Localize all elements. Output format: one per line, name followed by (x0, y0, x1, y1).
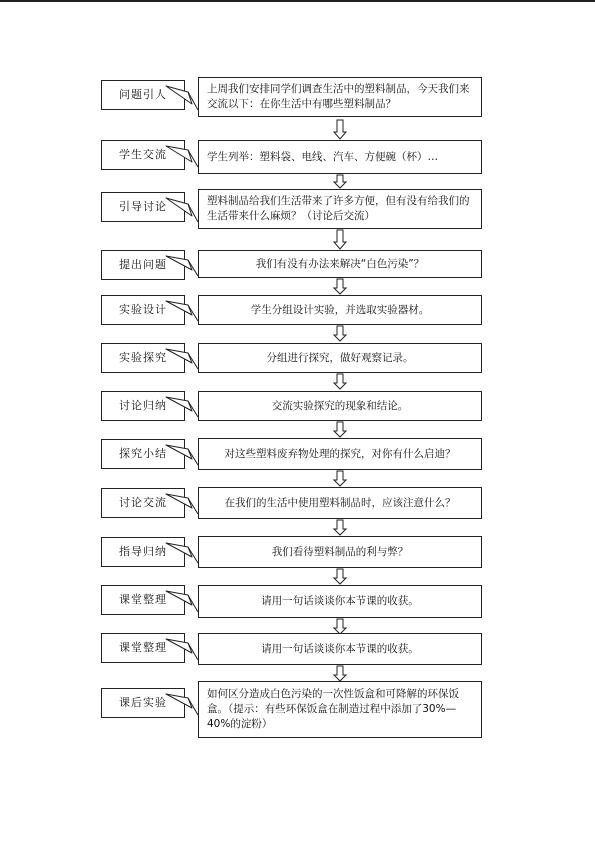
step-description: 在我们的生活中使用塑料制品时，应该注意什么？ (198, 487, 482, 519)
step-description: 上周我们安排同学们调查生活中的塑料制品，今天我们来交流以下：在你生活中有哪些塑料制品？ (198, 77, 482, 117)
down-arrow-icon (333, 422, 347, 438)
step-label: 问题引人 (101, 80, 185, 110)
step-label: 课后实验 (101, 688, 185, 718)
step-label: 讨论归纳 (101, 391, 185, 421)
step-label: 实验探究 (101, 343, 185, 373)
down-arrow-icon (333, 175, 347, 189)
step-description: 学生列举：塑料袋、电线、汽车、方便碗（杯）… (198, 140, 482, 174)
step-description: 塑料制品给我们生活带来了许多方便，但有没有给我们的生活带来什么麻烦？（讨论后交流） (198, 189, 482, 229)
step-description: 请用一句话谈谈你本节课的收获。 (198, 585, 482, 618)
step-description: 如何区分造成白色污染的一次性饭盒和可降解的环保饭盒。（提示：有些环保饭盒在制造过程中添加了30%—40%的淀粉） (198, 681, 482, 738)
step-description: 对这些塑料废弃物处理的探究，对你有什么启迪？ (198, 438, 482, 470)
down-arrow-icon (333, 326, 347, 342)
down-arrow-icon (333, 666, 347, 682)
step-label: 讨论交流 (101, 488, 185, 518)
step-description: 我们有没有办法来解决“白色污染”？ (198, 250, 482, 278)
step-label: 指导归纳 (101, 537, 185, 567)
down-arrow-icon (333, 374, 347, 390)
step-label: 课堂整理 (101, 633, 185, 663)
step-label: 提出问题 (101, 250, 185, 280)
step-label: 实验设计 (101, 295, 185, 325)
down-arrow-icon (333, 230, 347, 250)
step-description: 交流实验探究的现象和结论。 (198, 391, 482, 421)
down-arrow-icon (333, 520, 347, 536)
step-label: 课堂整理 (101, 585, 185, 615)
step-description: 分组进行探究，做好观察记录。 (198, 343, 482, 373)
step-description: 学生分组设计实验，并选取实验器材。 (198, 295, 482, 325)
step-label: 引导讨论 (101, 192, 185, 222)
down-arrow-icon (333, 120, 347, 140)
step-description: 请用一句话谈谈你本节课的收获。 (198, 633, 482, 665)
down-arrow-icon (333, 569, 347, 585)
down-arrow-icon (333, 471, 347, 487)
step-label: 学生交流 (101, 140, 185, 170)
step-description: 我们看待塑料制品的利与弊？ (198, 536, 482, 568)
down-arrow-icon (333, 279, 347, 295)
step-label: 探究小结 (101, 439, 185, 469)
